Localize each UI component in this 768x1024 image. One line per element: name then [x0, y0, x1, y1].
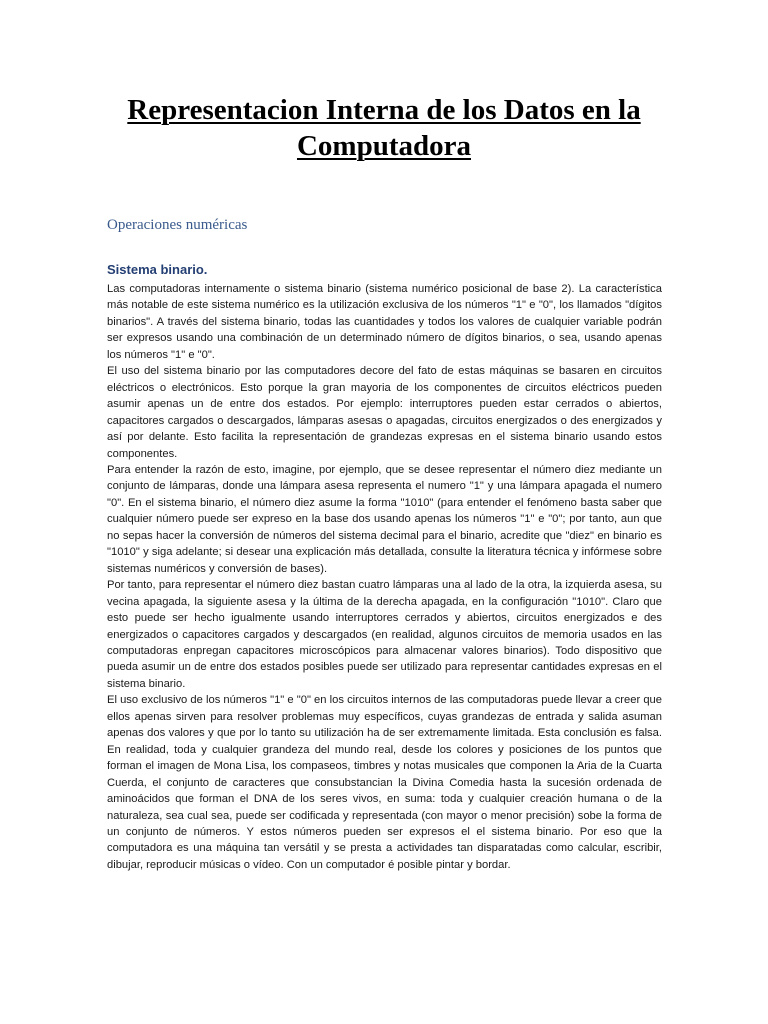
body-text [107, 281, 662, 873]
paragraph: Por tanto, para representar el número diez bastan cuatro lámparas una al lado de la otra, la izquierda asesa, su vecina apagada, la siguiente asesa y la última de la derecha apagada, en la configuración "1010". Claro que esto puede ser hecho igualmente usando interruptores cerrados y abiertos, circuitos energizados e des energizados o capacitores cargados y descargados (en realidad, algunos circuitos de memoria usados en las computadoras enpregan capacitores microscópicos para almacenar valores binarios). Todo dispositivo que pueda asumir un de entre dos estados posibles puede ser utilizado para representar cantidades expresas en el sistema binario. [107, 579, 662, 690]
subsection-heading: Sistema binario. [107, 262, 208, 277]
section-heading: Operaciones numéricas [107, 217, 248, 233]
paragraph: Para entender la razón de esto, imagine, por ejemplo, que se desee representar el número diez mediante un conjunto de lámparas, donde una lámpara asesa representa el numero "1" y una lámpara apagada el numero "0". En el sistema binario, el número diez asume la forma "1010" (para entender el fenómeno basta saber que cualquier número puede ser expreso en la base dos usando apenas los números "1" e "0"; por tanto, aun que no sepas hacer la conversión de números del sistema decimal para el binario, acredite que "diez" en binario es "1010" y siga adelante; si desear una explicación más detallada, consulte la literatura técnica y infórmese sobre sistemas numéricos y conversión de bases). [107, 463, 662, 575]
paragraph: El uso exclusivo de los números "1" e "0" en los circuitos internos de las computadoras puede llevar a creer que ellos apenas sirven para resolver problemas muy específicos, cuyas grandezas de entrada y salida asuman apenas dos valores y que por lo tanto su utilización ha de ser extremamente limitada. Esta conclusión es falsa. En realidad, toda y cualquier grandeza del mundo real, desde los colores y posiciones de los puntos que forman el imagen de Mona Lisa, los compaseos, timbres y notas musicales que componen la Aria de la Cuarta Cuerda, el conjunto de caracteres que consubstancian la Divina Comedia hasta la sucesión ordenada de aminoácidos que forman el DNA de los seres vivos, en suma: toda y cualquier creación humana o de la naturaleza, sea cual sea, puede ser codificada y representada (con mayor o menor precisión) sobe la forma de un conjunto de números. Y estos números pueden ser expresos el el sistema binario. Por eso que la computadora es una máquina tan versátil y se presta a actividades tan disparatadas como calcular, escribir, dibujar, reproducir músicas o vídeo. Con un computador é posible pintar y bordar. [107, 694, 662, 871]
document-title: Representacion Interna de los Datos en la Computadora [127, 94, 641, 162]
paragraph: El uso del sistema binario por las computadores decore del fato de estas máquinas se basaren en circuitos eléctricos o electrónicos. Esto porque la gran mayoria de los componentes de circuitos eléctricos pueden asumir apenas un de entre dos estados. Por ejemplo: interruptores pueden estar cerrados o abiertos, capacitores cargados o descargados, lámparas asesas o apagadas, circuitos energizados o des energizados y así por delante. Esto facilita la representación de grandezas expresas en el sistema binario usando estos componentes. [107, 365, 662, 460]
paragraph: Las computadoras internamente o sistema binario (sistema numérico posicional de base 2). La característica más notable de este sistema numérico es la utilización exclusiva de los números "1" e "0", los llamados "dígitos binarios". A través del sistema binario, todas las cuantidades y todos los valores de cualquier variable podrán ser expresos usando una combinación de un determinado número de dígitos binarios, o sea, usando apenas los números "1" e "0". [107, 283, 662, 361]
